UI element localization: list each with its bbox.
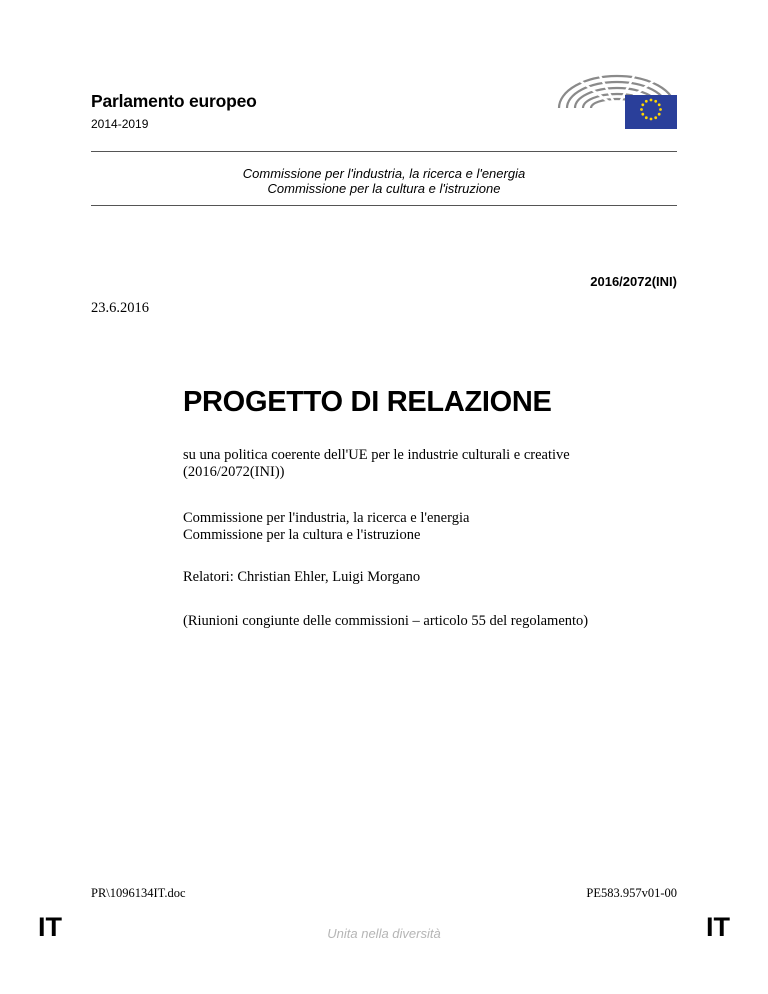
file-reference: PR\1096134IT.doc bbox=[91, 886, 186, 900]
rapporteurs: Relatori: Christian Ehler, Luigi Morgano bbox=[183, 569, 421, 585]
committee-header-line-2: Commissione per la cultura e l'istruzione bbox=[267, 181, 501, 196]
committee-header-line-1: Commissione per l'industria, la ricerca e l'energia bbox=[242, 166, 526, 181]
committee-line-1: Commissione per l'industria, la ricerca e l'energia bbox=[183, 510, 470, 526]
parliamentary-term: 2014-2019 bbox=[91, 117, 149, 131]
joint-meetings-note: (Riunioni congiunte delle commissioni – articolo 55 del regolamento) bbox=[183, 613, 589, 629]
header-divider-top bbox=[91, 151, 677, 152]
procedure-reference: 2016/2072(INI) bbox=[590, 274, 677, 289]
organization-name: Parlamento europeo bbox=[91, 91, 257, 111]
report-subject-line-2: (2016/2072(INI)) bbox=[183, 464, 285, 480]
responsible-committees bbox=[183, 510, 469, 544]
document-title: PROGETTO DI RELAZIONE bbox=[183, 386, 552, 418]
language-code-left: IT bbox=[38, 912, 62, 942]
report-subject-line-1: su una politica coerente dell'UE per le industrie culturali e creative bbox=[183, 447, 570, 463]
eu-motto: Unita nella diversità bbox=[327, 926, 441, 941]
language-code-right: IT bbox=[706, 912, 730, 942]
committee-line-2: Commissione per la cultura e l'istruzione bbox=[183, 527, 421, 543]
pe-reference: PE583.957v01-00 bbox=[586, 886, 677, 900]
header-divider-bottom bbox=[91, 205, 677, 206]
document-date: 23.6.2016 bbox=[91, 300, 149, 316]
report-subject bbox=[183, 447, 570, 481]
european-parliament-logo-icon bbox=[555, 68, 680, 130]
committees-header bbox=[91, 166, 677, 196]
